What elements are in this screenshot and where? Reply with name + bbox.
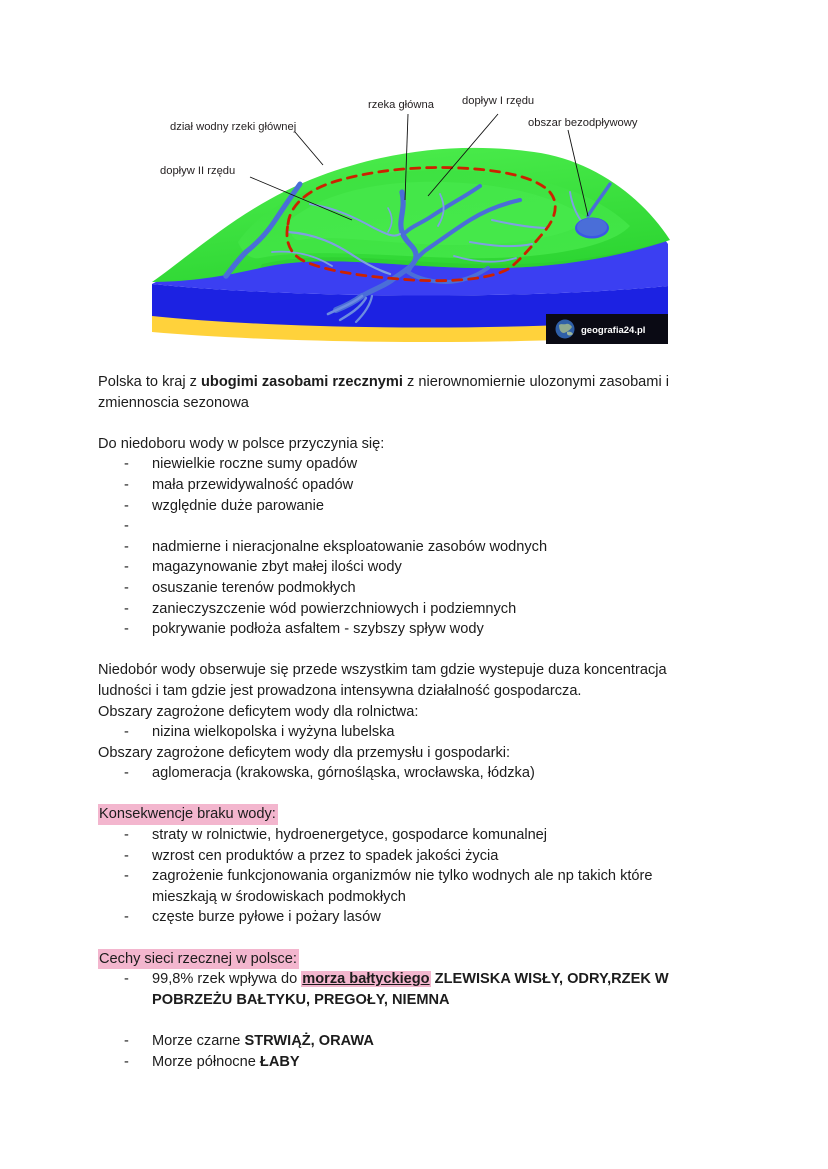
list-item-label: nizina wielkopolska i wyżyna lubelska [152,724,395,741]
features-first-bold: ZLEWISKA WISŁY, ODRY,RZEK W POBRZEŻU BAŁTYKU, PREGOŁY, NIEMNA [152,971,669,1008]
morze-polnocne-plain: Morze północne [152,1053,260,1070]
bullet-dash: - [124,559,129,576]
intro-bold: ubogimi zasobami rzecznymi [201,374,403,390]
list-item [98,619,712,640]
bullet-dash: - [124,621,129,638]
list-item [98,578,712,599]
list-item-label [152,1033,374,1049]
consequences-heading-row [98,804,712,825]
morze-czarne-plain: Morze czarne [152,1033,245,1049]
bullet-dash: - [124,1053,129,1070]
label-doplyw-i-rzedu: dopływ I rzędu [462,95,535,107]
list-item [98,454,712,475]
list-item-label: zanieczyszczenie wód powierzchniowych i podziemnych [152,600,517,617]
spacer-4 [98,928,712,949]
bullet-dash: - [124,724,129,741]
list-item-label: aglomeracja (krakowska, górnośląska, wrocławska, łódzka) [152,765,535,782]
spacer-3 [98,784,712,805]
industry-list [98,763,712,784]
industry-heading: Obszary zagrożone deficytem wody dla przemysłu i gospodarki: [98,744,511,761]
list-item-label: niewielkie roczne sumy opadów [152,456,358,473]
label-rzeka-glowna: rzeka główna [368,99,434,111]
river-basin-diagram [140,92,680,350]
list-item-label: zagrożenie funkcjonowania organizmów nie tylko wodnych ale np takich które mieszkają w środowiskach podmokłych [152,868,653,905]
list-item [98,907,712,928]
list-item-label: nadmierne i nieracjonalne eksploatowanie zasobów wodnych [152,538,548,555]
bullet-dash: - [124,476,129,493]
label-dzial-wodny: dział wodny rzeki głównej [170,121,297,133]
spacer-1 [98,413,712,434]
label-obszar-bezodplywowy: obszar bezodpływowy [528,117,638,129]
bullet-dash: - [124,765,129,782]
consequences-list [98,825,712,928]
features-list [98,969,712,1072]
list-item-label: częste burze pyłowe i pożary lasów [152,909,381,926]
morze-czarne-bold: STRWIĄŻ, ORAWA [244,1033,374,1049]
features-highlight-morza-baltyckiego: morza bałtyckiego [302,971,430,988]
label-doplyw-ii-rzedu: dopływ II rzędu [160,165,236,177]
bullet-dash: - [124,827,129,844]
bullet-dash: - [124,579,129,596]
list-item-label: względnie duże parowanie [152,497,324,514]
bullet-dash: - [124,909,129,926]
agriculture-heading: Obszary zagrożone deficytem wody dla rolnictwa: [98,703,419,720]
features-first-before: 99,8% rzek wpływa do [152,971,302,988]
list-item-empty [98,1010,712,1031]
bullet-dash: - [124,600,129,617]
observation-paragraph: Niedobór wody obserwuje się przede wszystkim tam gdzie wystepuje duza koncentracja ludności i tam gdzie jest prowadzona intensywna działalność gospodarcza. [98,662,667,699]
deficit-heading: Do niedoboru wody w polsce przyczynia się: [98,435,385,452]
features-heading: Cechy sieci rzecznej w polsce: [98,949,299,970]
morze-polnocne-bold: ŁABY [259,1053,300,1070]
list-item-label [152,971,669,1008]
bullet-dash: - [124,538,129,555]
bullet-dash: - [124,868,129,885]
consequences-heading: Konsekwencje braku wody: [98,804,278,825]
watermark-badge [546,314,668,344]
list-item-label: osuszanie terenów podmokłych [152,579,356,596]
list-item [98,475,712,496]
list-item [98,722,712,743]
list-item [98,557,712,578]
list-item [98,1052,712,1073]
bullet-dash: - [124,456,129,473]
list-item-empty [98,516,712,537]
bullet-dash: - [124,1033,129,1049]
list-item-label: mała przewidywalność opadów [152,476,354,493]
list-item-label [152,1054,300,1070]
list-item [98,1031,712,1052]
spacer-2 [98,640,712,661]
features-heading-row [98,949,712,970]
list-item-label: magazynowanie zbyt małej ilości wody [152,559,402,576]
endorheic-lake [575,218,609,239]
list-item [98,599,712,620]
list-item-label: wzrost cen produktów a przez to spadek jakości życia [152,847,499,864]
list-item [98,496,712,517]
deficit-list [98,454,712,639]
watermark-text: geografia24.pl [581,325,646,336]
notes-body [98,372,712,1072]
list-item [98,969,712,1010]
intro-paragraph [98,372,712,413]
agriculture-list [98,722,712,743]
list-item-label: pokrywanie podłoża asfaltem - szybszy spływ wody [152,621,484,638]
list-item [98,763,712,784]
intro-before: Polska to kraj z [98,374,202,390]
list-item [98,866,712,907]
list-item [98,825,712,846]
bullet-dash: - [124,497,129,514]
bullet-dash: - [124,518,129,535]
bullet-dash: - [124,971,129,988]
list-item [98,846,712,867]
intro-after: z nierownomiernie ulozonymi zasobami i zmiennoscia sezonowa [98,374,669,411]
bullet-dash: - [124,847,129,864]
list-item-label: straty w rolnictwie, hydroenergetyce, gospodarce komunalnej [152,827,548,844]
list-item [98,537,712,558]
